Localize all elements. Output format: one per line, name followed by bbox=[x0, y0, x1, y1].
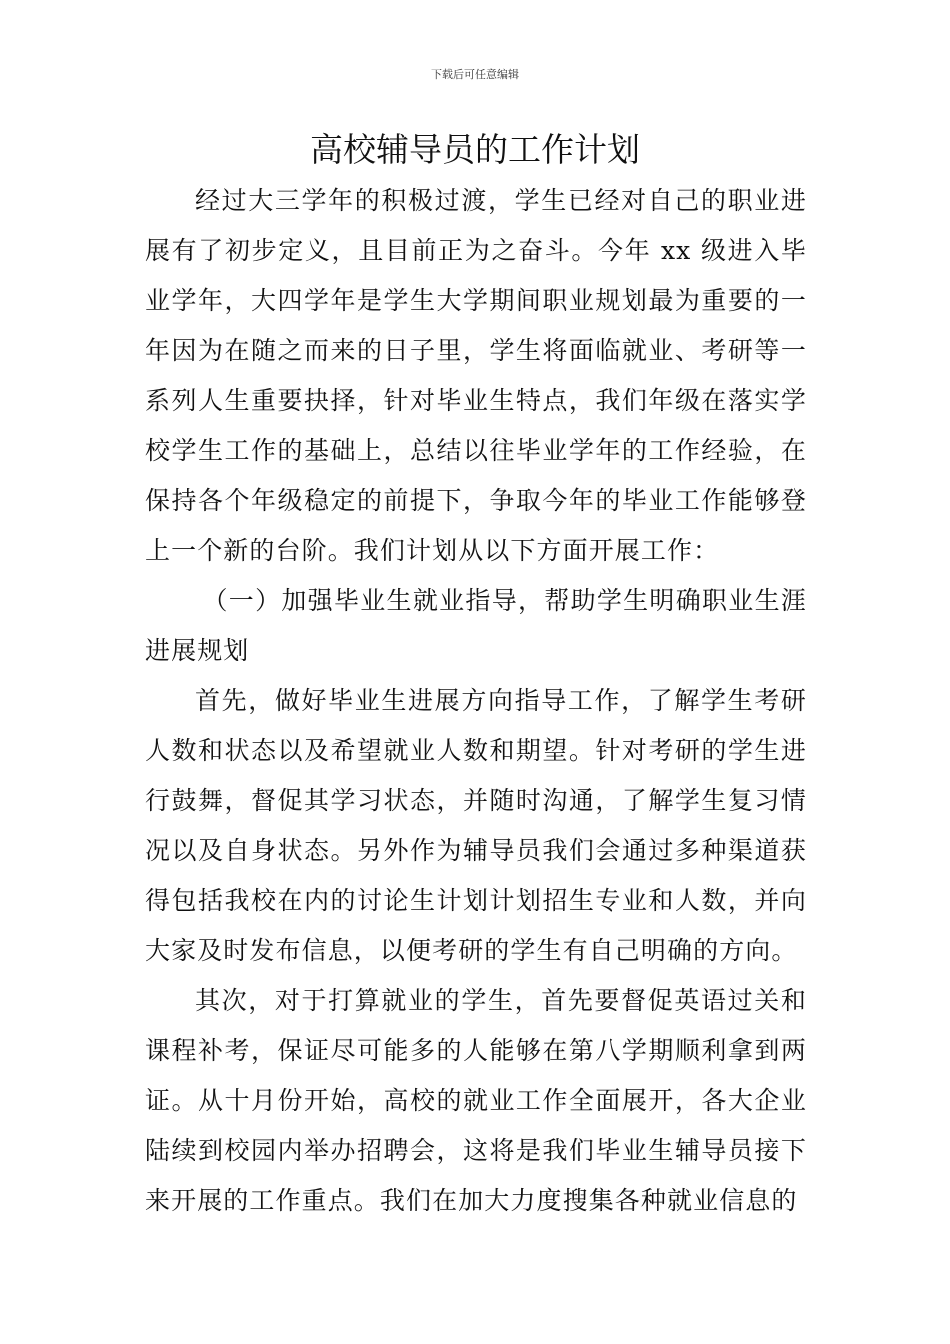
paragraph-intro: 经过大三学年的积极过渡，学生已经对自己的职业进展有了初步定义，且目前正为之奋斗。今年 xx 级进入毕业学年，大四学年是学生大学期间职业规划最为重要的一年因为在随之而来的日子里，学生将面临就业、考研等一系列人生重要抉择，针对毕业生特点，我们年级在落实学校学生工作的基础上，总结以往毕业学年的工作经验，在保持各个年级稳定的前提下，争取今年的毕业工作能够登上一个新的台阶。我们计划从以下方面开展工作： bbox=[145, 186, 807, 565]
paragraph-second: 其次，对于打算就业的学生，首先要督促英语过关和课程补考，保证尽可能多的人能够在第八学期顺利拿到两证。从十月份开始，高校的就业工作全面展开，各大企业陆续到校园内举办招聘会，这将是我们毕业生辅导员接下来开展的工作重点。我们在加大力度搜集各种就业信息的 bbox=[145, 986, 807, 1215]
paragraph-first: 首先，做好毕业生进展方向指导工作，了解学生考研人数和状态以及希望就业人数和期望。针对考研的学生进行鼓舞，督促其学习状态，并随时沟通，了解学生复习情况以及自身状态。另外作为辅导员我们会通过多种渠道获得包括我校在内的讨论生计划计划招生专业和人数，并向大家及时发布信息，以便考研的学生有自己明确的方向。 bbox=[145, 686, 807, 965]
document-title: 高校辅导员的工作计划 bbox=[310, 130, 640, 169]
section-heading: （一）加强毕业生就业指导，帮助学生明确职业生涯进展规划 bbox=[145, 586, 807, 665]
document-body bbox=[145, 176, 807, 1226]
page-header: 下载后可任意编辑 bbox=[431, 68, 519, 81]
